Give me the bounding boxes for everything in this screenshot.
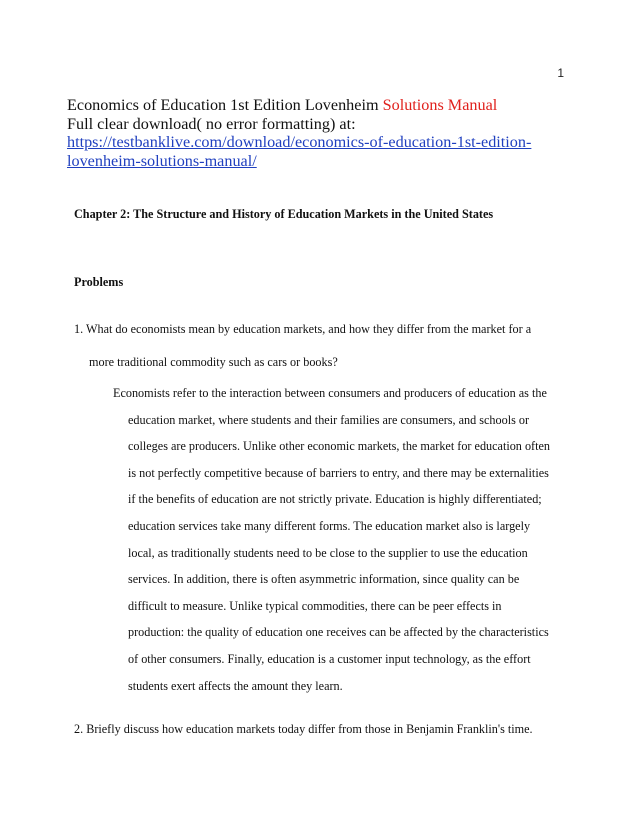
answer-line: colleges are producers. Unlike other economic markets, the market for education often xyxy=(128,439,550,454)
answer-line: is not perfectly competitive because of barriers to entry, and there may be externalities xyxy=(128,465,549,480)
download-link-line-1[interactable]: https://testbanklive.com/download/economics-of-education-1st-edition- xyxy=(67,133,532,151)
title-text: Economics of Education 1st Edition Lovenheim xyxy=(67,96,383,114)
answer-line: of other consumers. Finally, education is a customer input technology, as the effort xyxy=(128,651,531,666)
answer-line: services. In addition, there is often asymmetric information, since quality can be xyxy=(128,572,520,587)
answer-line: education services take many different forms. The education market also is largely xyxy=(128,518,531,533)
answer-1 xyxy=(113,380,583,699)
answer-line: if the benefits of education are not strictly private. Education is highly differentiated; xyxy=(128,492,542,507)
page-number: 1 xyxy=(557,66,564,80)
answer-line: local, as traditionally students need to be close to the supplier to use the education xyxy=(128,545,528,560)
document-title xyxy=(67,96,587,115)
question-2: 2. Briefly discuss how education markets today differ from those in Benjamin Franklin's time. xyxy=(74,722,533,736)
answer-line: students exert affects the amount they learn. xyxy=(128,678,343,693)
document-header xyxy=(67,96,587,170)
download-note: Full clear download( no error formatting) at: xyxy=(67,114,356,133)
answer-line: Economists refer to the interaction between consumers and producers of education as the xyxy=(113,386,547,400)
answer-line: education market, where students and their families are consumers, and schools or xyxy=(128,412,530,427)
chapter-title: Chapter 2: The Structure and History of Education Markets in the United States xyxy=(74,207,494,221)
question-1-line-2: more traditional commodity such as cars or books? xyxy=(89,355,338,369)
section-heading: Problems xyxy=(74,275,124,289)
answer-line: difficult to measure. Unlike typical commodities, there can be peer effects in xyxy=(128,598,502,613)
title-highlight: Solutions Manual xyxy=(382,96,498,114)
download-link-line-2[interactable]: lovenheim-solutions-manual/ xyxy=(67,151,257,170)
question-1-line-1: 1. What do economists mean by education markets, and how they differ from the market for a xyxy=(74,322,532,336)
answer-line: production: the quality of education one receives can be affected by the characteristics xyxy=(128,625,549,640)
